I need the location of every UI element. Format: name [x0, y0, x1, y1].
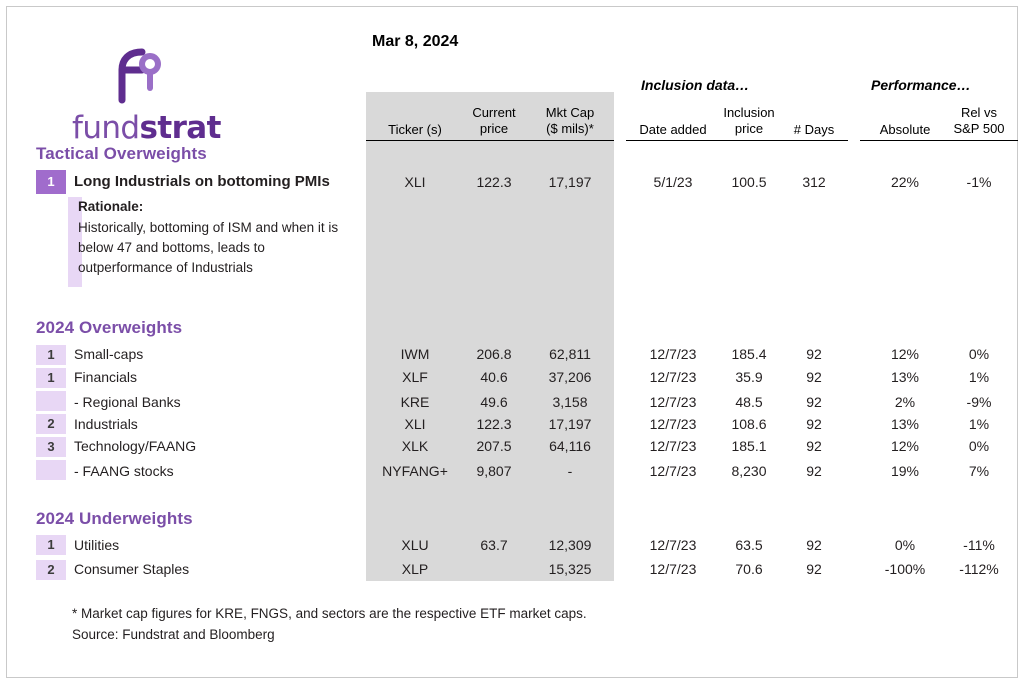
- cell-ticker: NYFANG+: [382, 463, 448, 479]
- cell-inclusion-price: 185.4: [731, 346, 767, 362]
- cell-days: 312: [802, 174, 826, 190]
- cell-absolute: 13%: [890, 416, 920, 432]
- cell-ticker: KRE: [400, 394, 430, 410]
- cell-days: 92: [806, 561, 822, 577]
- cell-ticker: IWM: [400, 346, 430, 362]
- cell-days: 92: [806, 346, 822, 362]
- cell-absolute: 12%: [890, 438, 920, 454]
- cell-absolute: 0%: [894, 537, 916, 553]
- rank-badge: 1: [36, 368, 66, 388]
- fundstrat-logo-icon: [112, 48, 168, 115]
- fundstrat-logo: [64, 48, 244, 146]
- idea-name: - FAANG stocks: [74, 463, 174, 479]
- cell-days: 92: [806, 394, 822, 410]
- cell-rel-sp500: -9%: [966, 394, 992, 410]
- cell-mkt-cap: 17,197: [548, 174, 592, 190]
- logo-text-bold: strat: [139, 110, 221, 146]
- column-header-inclusion-price-line2: price: [734, 121, 764, 136]
- idea-name: Technology/FAANG: [74, 438, 197, 454]
- cell-current-price: 206.8: [476, 346, 512, 362]
- idea-name: Utilities: [74, 537, 120, 553]
- idea-name: Small-caps: [74, 346, 144, 362]
- cell-ticker: XLI: [404, 174, 426, 190]
- cell-rel-sp500: -1%: [966, 174, 992, 190]
- cell-absolute: 2%: [894, 394, 916, 410]
- fundstrat-wordmark: [72, 110, 221, 146]
- cell-date-added: 12/7/23: [649, 346, 697, 362]
- section-title-tactical-overweights: Tactical Overweights: [36, 144, 207, 163]
- column-header-mkt-cap-line1: Mkt Cap: [545, 105, 595, 120]
- cell-mkt-cap: 12,309: [548, 537, 592, 553]
- cell-days: 92: [806, 537, 822, 553]
- idea-name: Financials: [74, 369, 138, 385]
- column-header-current-price-line2: price: [479, 121, 509, 136]
- cell-date-added: 12/7/23: [649, 369, 697, 385]
- section-title-2024-underweights: 2024 Underweights: [36, 509, 193, 528]
- cell-inclusion-price: 70.6: [735, 561, 763, 577]
- cell-absolute: 13%: [890, 369, 920, 385]
- cell-inclusion-price: 185.1: [731, 438, 767, 454]
- cell-date-added: 5/1/23: [653, 174, 693, 190]
- cell-days: 92: [806, 463, 822, 479]
- cell-absolute: 22%: [890, 174, 920, 190]
- cell-days: 92: [806, 416, 822, 432]
- cell-rel-sp500: 1%: [968, 369, 990, 385]
- rank-badge: [36, 391, 66, 411]
- idea-name: Long Industrials on bottoming PMIs: [74, 173, 330, 190]
- cell-mkt-cap: 3,158: [552, 394, 588, 410]
- cell-date-added: 12/7/23: [649, 561, 697, 577]
- cell-ticker: XLU: [401, 537, 429, 553]
- column-header-date-added: Date added: [639, 122, 707, 137]
- cell-date-added: 12/7/23: [649, 394, 697, 410]
- cell-inclusion-price: 48.5: [735, 394, 763, 410]
- cell-ticker: XLP: [401, 561, 429, 577]
- column-header-inclusion-price-line1: Inclusion: [723, 105, 775, 120]
- cell-rel-sp500: 1%: [968, 416, 990, 432]
- cell-date-added: 12/7/23: [649, 463, 697, 479]
- cell-mkt-cap: 37,206: [548, 369, 592, 385]
- cell-inclusion-price: 108.6: [731, 416, 767, 432]
- cell-date-added: 12/7/23: [649, 416, 697, 432]
- column-header-days: # Days: [793, 122, 835, 137]
- column-header-mkt-cap-line2: ($ mils)*: [546, 121, 594, 136]
- cell-absolute: 12%: [890, 346, 920, 362]
- rank-badge: 1: [36, 170, 66, 194]
- logo-text-light: fund: [72, 110, 140, 146]
- cell-rel-sp500: 7%: [968, 463, 990, 479]
- section-title-2024-overweights: 2024 Overweights: [36, 318, 183, 337]
- cell-mkt-cap: 64,116: [549, 438, 591, 454]
- cell-current-price: 63.7: [480, 537, 508, 553]
- cell-rel-sp500: -11%: [963, 537, 995, 553]
- cell-date-added: 12/7/23: [649, 438, 697, 454]
- rationale-text: Historically, bottoming of ISM and when it is below 47 and bottoms, leads to outperformance of Industrials: [78, 220, 339, 275]
- rank-badge: 1: [36, 345, 66, 365]
- cell-absolute: 19%: [890, 463, 920, 479]
- header-rule-right: [860, 140, 1018, 141]
- column-header-current-price-line1: Current: [472, 105, 516, 120]
- cell-current-price: 122.3: [476, 174, 512, 190]
- cell-inclusion-price: 8,230: [731, 463, 767, 479]
- cell-current-price: 9,807: [476, 463, 512, 479]
- cell-ticker: XLI: [404, 416, 426, 432]
- rank-badge: 2: [36, 414, 66, 434]
- cell-inclusion-price: 100.5: [731, 174, 767, 190]
- cell-rel-sp500: -112%: [959, 561, 999, 577]
- cell-inclusion-price: 35.9: [735, 369, 763, 385]
- rationale-block: [78, 197, 358, 278]
- rank-badge: 1: [36, 535, 66, 555]
- header-rule-middle: [626, 140, 848, 141]
- column-header-ticker: Ticker (s): [388, 122, 442, 137]
- highlight-band: [366, 92, 614, 581]
- cell-rel-sp500: 0%: [968, 438, 990, 454]
- group-header-performance: Performance…: [871, 77, 971, 93]
- cell-inclusion-price: 63.5: [735, 537, 763, 553]
- header-rule-left: [366, 140, 614, 141]
- cell-current-price: 122.3: [476, 416, 512, 432]
- cell-ticker: XLF: [402, 369, 428, 385]
- rank-badge: 3: [36, 437, 66, 457]
- cell-date-added: 12/7/23: [649, 537, 697, 553]
- idea-name: - Regional Banks: [74, 394, 181, 410]
- column-header-rel-sp500-line1: Rel vs: [960, 105, 998, 120]
- footnote-source: Source: Fundstrat and Bloomberg: [72, 627, 275, 642]
- cell-current-price: 49.6: [480, 394, 508, 410]
- idea-name: Industrials: [74, 416, 138, 432]
- cell-rel-sp500: 0%: [968, 346, 990, 362]
- column-header-rel-sp500-line2: S&P 500: [953, 121, 1005, 136]
- rank-badge: 2: [36, 560, 66, 580]
- idea-name: Consumer Staples: [74, 561, 190, 577]
- column-header-absolute: Absolute: [879, 122, 931, 137]
- document-date: Mar 8, 2024: [372, 33, 459, 50]
- cell-mkt-cap: 17,197: [548, 416, 592, 432]
- cell-mkt-cap: 62,811: [549, 346, 591, 362]
- footnote-market-cap: * Market cap figures for KRE, FNGS, and sectors are the respective ETF market caps.: [72, 606, 587, 621]
- rationale-heading: Rationale:: [78, 199, 144, 214]
- group-header-inclusion: Inclusion data…: [641, 77, 750, 93]
- cell-mkt-cap: 15,325: [548, 561, 592, 577]
- rank-badge: [36, 460, 66, 480]
- cell-mkt-cap: -: [567, 463, 573, 479]
- cell-days: 92: [806, 369, 822, 385]
- cell-current-price: 40.6: [480, 369, 508, 385]
- cell-current-price: 207.5: [476, 438, 512, 454]
- cell-ticker: XLK: [401, 438, 429, 454]
- cell-absolute: -100%: [884, 561, 926, 577]
- cell-days: 92: [806, 438, 822, 454]
